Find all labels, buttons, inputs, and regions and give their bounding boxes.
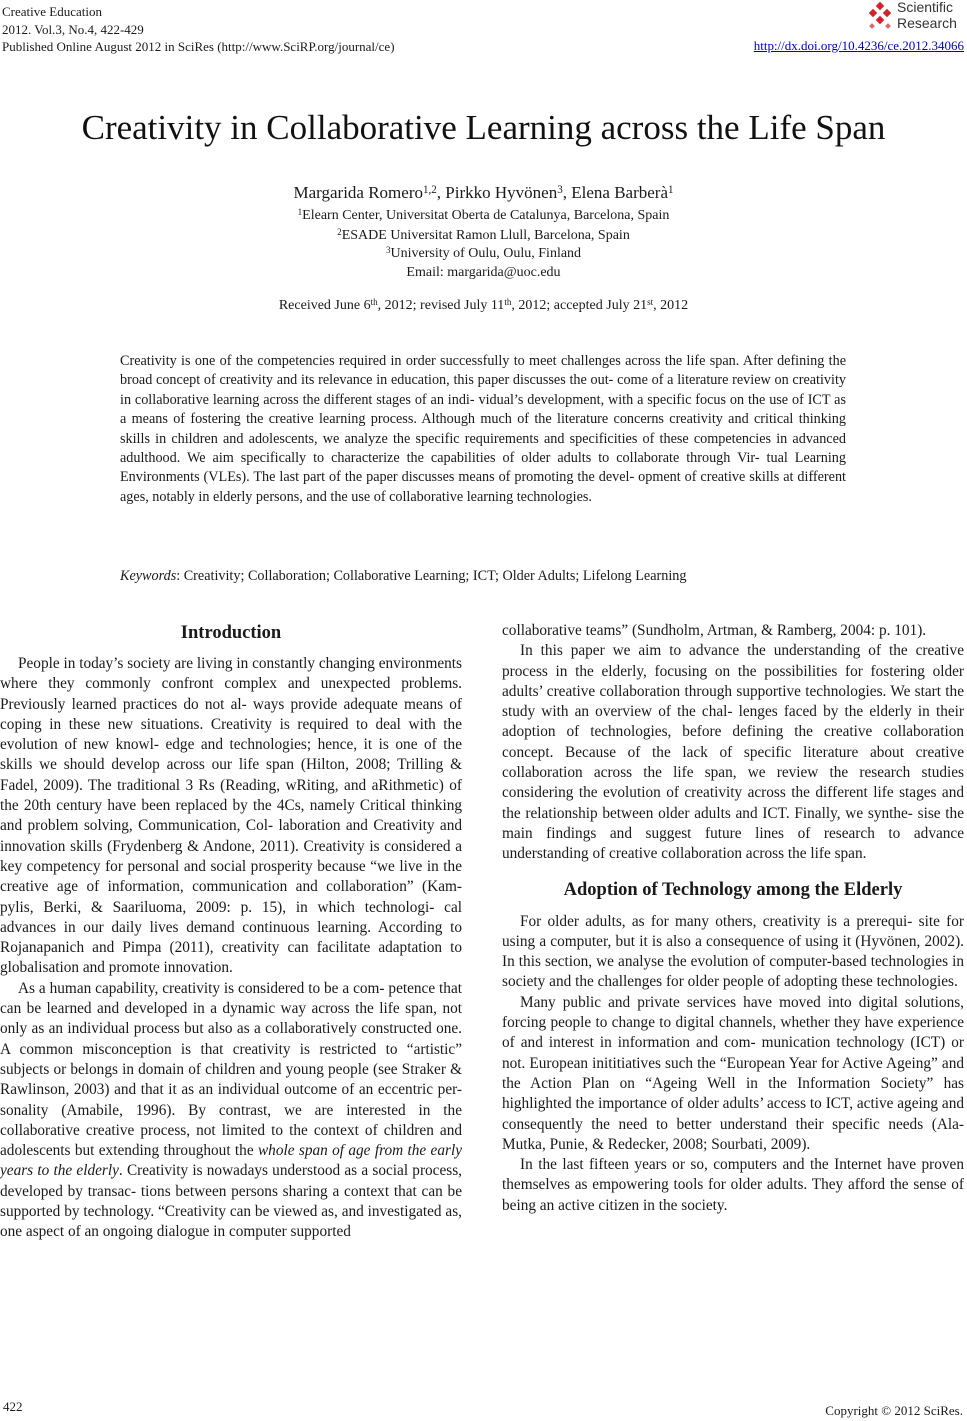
affiliation-2 (0, 226, 967, 245)
left-column (0, 621, 462, 1243)
paragraph-text: As a human capability, creativity is considered to be a com- petence that can be learned and developed in a dynamic way across the life span, not only as an individual process but also as a collaboratively constructed one. A common misconception is that creativity is restricted to “artistic” subjects or belongs in domain of children and young people (see Straker & Rawlinson, 2003) and that it as an individual outcome of an eccentric per- sonality (Amabile, 1996). By contrast, we are interested in the collaborative creative process, not limited to the context of children and adolescents but extending throughout the (0, 979, 462, 1160)
paragraph-text: . Creativity is nowadays understood as a social process, developed by transac- tions between persons sharing a context that can be supported by technology. “Creativity can be viewed as, and investigated as, one aspect of an ongoing dialogue in computer supported (0, 1162, 462, 1241)
journal-header (2, 3, 395, 56)
abstract: Creativity is one of the competencies required in order successfully to meet challenges across the life span. After defining the broad concept of creativity and its relevance in education, this paper discusses the out- come of a literature review on creativity in collaborative learning across the different stages of an indi- vidual’s development, with a specific focus on the use of ICT as a means of fostering the creative learning process. Although much of the literature concerns creativity and critical thinking skills in children and adolescents, we analyze the specific requirements and specificities of these competencies in advanced adulthood. We aim specifically to characterize the capabilities of older adults to collaborate through Vir- tual Learning Environments (VLEs). The last part of the paper discusses means of promoting the devel- opment of creative skills at different ages, notably in elderly persons, and the use of collaborative learning technologies. (120, 353, 846, 505)
author-affiliation-mark: 1 (668, 184, 674, 197)
ordinal-suffix: th (504, 296, 512, 307)
contact-email: Email: margarida@uoc.edu (406, 265, 561, 280)
paragraph: In the last fifteen years or so, computers and the Internet have proven themselves as empowering tools for older adults. They afford the sense of being an active citizen in the society. (502, 1156, 964, 1214)
received-text: , 2012; accepted July 21 (511, 298, 648, 313)
affiliation-1 (0, 206, 967, 225)
received-dates (0, 298, 967, 314)
keywords-text: : Creativity; Collaboration; Collaborative Learning; ICT; Older Adults; Lifelong Learning (176, 568, 687, 584)
scientific-research-logo-icon (865, 2, 895, 32)
affiliation-mark: 2 (337, 226, 342, 237)
keywords (120, 568, 846, 585)
affiliation-3 (0, 244, 967, 263)
section-heading-adoption: Adoption of Technology among the Elderly (563, 879, 903, 900)
author-name: , Pirkko Hyvönen (436, 183, 558, 202)
doi-link[interactable]: http://dx.doi.org/10.4236/ce.2012.34066 (753, 38, 964, 53)
ordinal-suffix: st (647, 296, 654, 307)
affiliation-text: University of Oulu, Oulu, Finland (390, 246, 582, 261)
received-text: , 2012; revised July 11 (377, 298, 505, 313)
keywords-label: Keywords (120, 568, 177, 584)
logo-line-1: Scientific (897, 0, 954, 15)
author-list (0, 183, 967, 203)
paragraph (0, 979, 462, 1243)
journal-name: Creative Education (2, 4, 102, 19)
page-number: 422 (3, 1399, 23, 1414)
ordinal-suffix: th (370, 296, 378, 307)
paragraph: People in today’s society are living in constantly changing environments where they commonly confront complex and unexpected problems. Previously learned practices do not al- ways provide adequate means of coping in these new situations. Creativity is required to deal with the evolution of new knowl- edge and technologies; hence, it is one of the skills we should develop across our life span (Hilton, 2008; Trilling & Fadel, 2009). The traditional 3 Rs (Reading, wRiting, and aRithmetic) of the 20th century have been replaced by the 4Cs, namely Critical thinking and problem solving, Communication, Col- laboration and Creativity and innovation skills (Frydenberg & Andone, 2011). Creativity is considered a key competency for personal and social prosperity because “we live in the creative age of information, communication and collaboration” (Kam- pylis, Berki, & Saariluoma, 2009: p. 15), in which technologi- cal advances in our daily lives demand continuous learning. According to Rojanapanich and Pimpa (2011), creativity can facilitate adaptation to globalisation and promote innovation. (0, 655, 462, 977)
publisher-logo (865, 0, 965, 34)
section-heading-introduction: Introduction (180, 623, 282, 643)
paper-title: Creativity in Collaborative Learning across the Life Span (81, 108, 886, 147)
author-name: Margarida Romero (293, 183, 423, 202)
paragraph: Many public and private services have moved into digital solutions, forcing people to change to digital channels, whether they have experience of and interest in information and com- munication technology (ICT) or not. European inititiatives such the “European Year for Active Ageing” and the Action Plan on “Ageing Well in the Information Society” has highlighted the importance of older adults’ access to ICT, active ageing and consequently the need to better understand their specific needs (Ala-Mutka, Punie, & Redecker, 2008; Sourbati, 2009). (502, 993, 964, 1153)
paragraph: In this paper we aim to advance the understanding of the creative process in the elderly, focusing on the possibilities for fostering older adults’ creative collaboration through supportive technologies. We start the study with an overview of the chal- lenges faced by the elderly in their adoption of technologies, before defining the creative collaboration concept. Because of the lack of specific literature about creative collaboration across the life span, we review the research studies considering the evolution of creativity across the different life stages and the relationship between older adults and ICT. Finally, we synthe- sise the main findings and suggest future lines of research to advance understanding of creative collaboration across the life span. (502, 642, 964, 863)
received-text: Received June 6 (278, 298, 371, 313)
affiliation-mark: 1 (297, 206, 303, 217)
author-name: , Elena Barberà (562, 183, 668, 202)
affiliation-mark: 3 (385, 244, 391, 255)
right-column (502, 621, 964, 1216)
logo-wordmark (897, 0, 957, 31)
copyright-notice: Copyright © 2012 SciRes. (825, 1403, 963, 1418)
author-affiliation-mark: 3 (557, 184, 563, 197)
logo-line-2: Research (897, 14, 957, 31)
emphasis-text: whole span of age from the early years to the elderly (0, 1142, 462, 1180)
journal-volume: 2012. Vol.3, No.4, 422-429 (2, 21, 144, 37)
publication-info: Published Online August 2012 in SciRes (http://www.SciRP.org/journal/ce) (2, 39, 395, 54)
paragraph: For older adults, as for many others, creativity is a prerequi- site for using a computer, but it is also a consequence of using it (Hyvönen, 2002). In this section, we analyse the evolution of computer-based technologies in society and the challenges for older people of adopting these technologies. (502, 912, 964, 991)
paragraph-continuation: collaborative teams” (Sundholm, Artman, & Ramberg, 2004: p. 101). (502, 622, 927, 639)
received-text: , 2012 (653, 298, 689, 313)
affiliation-text: ESADE Universitat Ramon Llull, Barcelona, Spain (341, 228, 630, 243)
author-affiliation-mark: 1,2 (422, 184, 437, 197)
affiliation-text: Elearn Center, Universitat Oberta de Catalunya, Barcelona, Spain (302, 208, 670, 223)
